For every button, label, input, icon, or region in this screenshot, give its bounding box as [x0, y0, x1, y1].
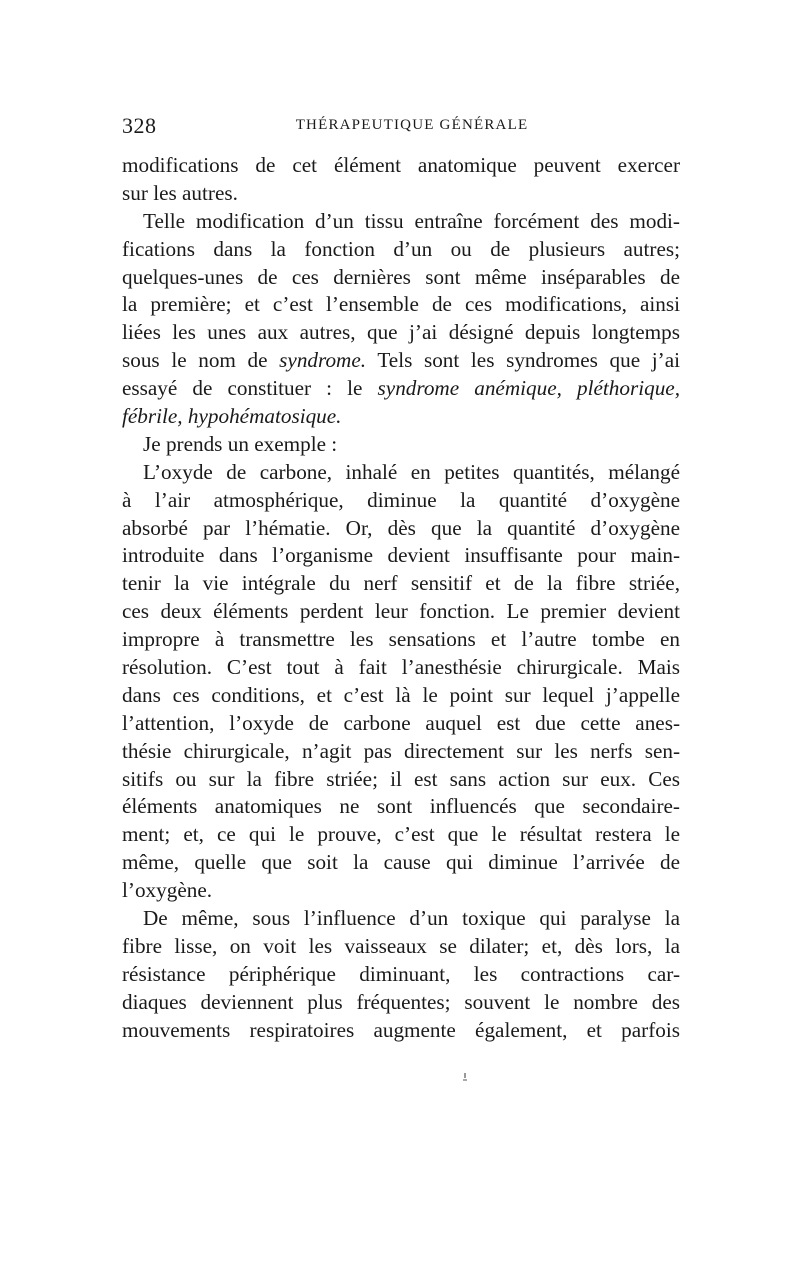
text-line: Telle modification d’un tissu entraîne forcément des modi-	[143, 208, 680, 233]
text-line: résolution. C’est tout à fait l’anesthésie chirurgicale. Mais	[122, 655, 680, 680]
text-line: la première; et c’est l’ensemble de ces modifications, ainsi	[122, 292, 680, 317]
text-line: fibre lisse, on voit les vaisseaux se dilater; et, dès lors, la	[122, 933, 680, 958]
text-line: ment; et, ce qui le prouve, c’est que le résultat restera le	[122, 822, 680, 847]
text-line: l’oxygène.	[122, 878, 213, 903]
text-line: introduite dans l’organisme devient insuffisante pour main-	[122, 543, 680, 568]
text-line: L’oxyde de carbone, inhalé en petites quantités, mélangé	[143, 459, 680, 484]
text-line: diaques deviennent plus fréquentes; souvent le nombre des	[122, 989, 680, 1014]
page-number: 328	[122, 113, 157, 138]
text-line: même, quelle que soit la cause qui diminue l’arrivée de	[122, 850, 680, 875]
italic-text: fébrile, hypohématosique.	[122, 404, 342, 429]
text-line: De même, sous l’influence d’un toxique qui paralyse la	[143, 906, 680, 931]
text-line: résistance périphérique diminuant, les contractions car-	[122, 961, 680, 986]
italic-text: syndrome.	[279, 348, 367, 373]
text-line: mouvements respiratoires augmente également, et parfois	[122, 1017, 680, 1042]
text-line: modifications de cet élément anatomique peuvent exercer	[122, 153, 680, 177]
text-line: sur les autres.	[122, 180, 238, 205]
text-line: l’attention, l’oxyde de carbone auquel est due cette anes-	[122, 710, 680, 735]
text-line: quelques-unes de ces dernières sont même inséparables de	[122, 264, 680, 289]
text-line	[122, 375, 680, 403]
text-line: Je prends un exemple :	[143, 431, 338, 456]
text-segment: Tels sont les syndromes que j’ai	[366, 348, 680, 373]
body-text	[122, 152, 680, 1045]
text-line	[122, 347, 680, 375]
text-line: fications dans la fonction d’un ou de plusieurs autres;	[122, 236, 680, 261]
text-line: impropre à transmettre les sensations et l’autre tombe en	[122, 627, 680, 652]
text-segment: sous le nom de	[122, 348, 280, 373]
text-line: ces deux éléments perdent leur fonction. Le premier devient	[122, 599, 680, 624]
text-line: à l’air atmosphérique, diminue la quantité d’oxygène	[122, 487, 680, 512]
text-line: éléments anatomiques ne sont influencés que secondaire-	[122, 794, 680, 819]
text-line: dans ces conditions, et c’est là le point sur lequel j’appelle	[122, 682, 680, 707]
text-line: thésie chirurgicale, n’agit pas directement sur les nerfs sen-	[122, 738, 680, 763]
text-line	[122, 403, 680, 431]
text-line: liées les unes aux autres, que j’ai désigné depuis longtemps	[122, 320, 680, 345]
text-segment: essayé de constituer : le	[122, 376, 378, 401]
text-line: sitifs ou sur la fibre striée; il est sans action sur eux. Ces	[122, 766, 680, 791]
text-line: absorbé par l’hématie. Or, dès que la quantité d’oxygène	[122, 515, 680, 540]
running-head: THÉRAPEUTIQUE GÉNÉRALE	[295, 117, 529, 133]
text-line: tenir la vie intégrale du nerf sensitif et de la fibre striée,	[122, 571, 680, 596]
italic-text: syndrome anémique, pléthorique,	[377, 376, 680, 401]
page-header	[122, 113, 682, 143]
printer-mark	[462, 1072, 468, 1082]
